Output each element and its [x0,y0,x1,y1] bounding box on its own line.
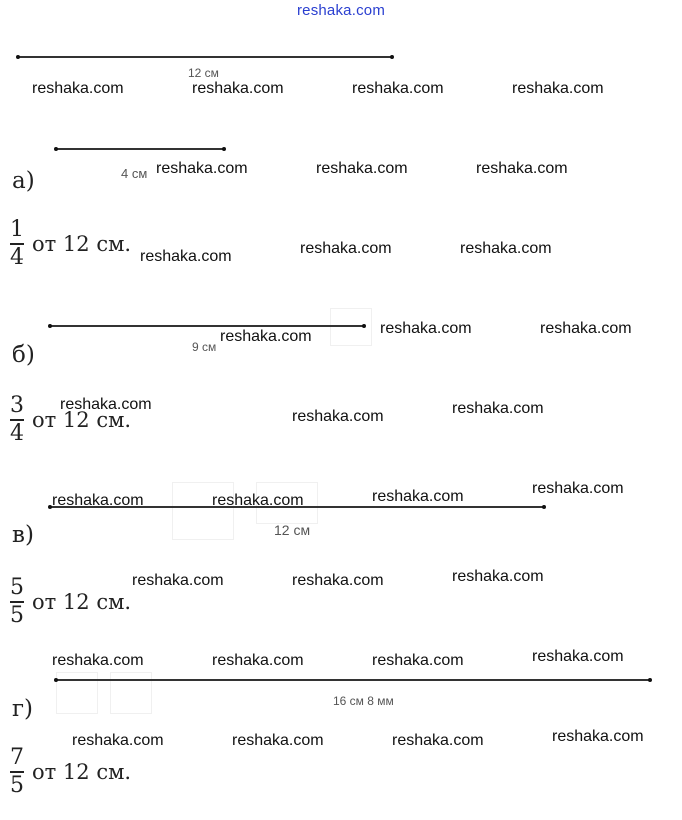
fraction-v-text: от 12 см. [32,589,132,614]
watermark: reshaka.com [476,160,568,177]
watermark: reshaka.com [380,320,472,337]
segment-g-label: 16 см 8 мм [333,694,394,708]
watermark: reshaka.com [212,492,304,509]
fraction-v-numerator: 5 [10,575,24,600]
watermark: reshaka.com [460,240,552,257]
watermark: reshaka.com [292,572,384,589]
watermark: reshaka.com [232,732,324,749]
watermark: reshaka.com [552,728,644,745]
item-b-letter: б) [12,342,35,368]
top-segment-label: 12 см [188,66,219,80]
item-g-letter: г) [12,696,34,722]
fraction-a-denominator: 4 [10,244,24,270]
watermark: reshaka.com [212,652,304,669]
fraction-g-denominator: 5 [10,772,24,798]
watermark: reshaka.com [316,160,408,177]
item-v-letter: в) [12,522,34,548]
fraction-a-text: от 12 см. [32,231,132,256]
watermark: reshaka.com [532,648,624,665]
watermark: reshaka.com [392,732,484,749]
watermark: reshaka.com [452,400,544,417]
grid-artifact [172,482,234,540]
watermark: reshaka.com [220,328,312,345]
watermark: reshaka.com [132,572,224,589]
fraction-g-numerator: 7 [10,745,24,770]
item-a-letter: а) [12,168,35,194]
fraction-b-numerator: 3 [10,393,24,418]
site-header-logo[interactable]: reshaka.com [296,2,386,19]
watermark: reshaka.com [532,480,624,497]
fraction-g [10,746,131,798]
watermark: reshaka.com [300,240,392,257]
watermark: reshaka.com [292,408,384,425]
segment-a-label: 4 см [121,166,148,181]
watermark: reshaka.com [52,652,144,669]
fraction-b-denominator: 4 [10,420,24,446]
watermark: reshaka.com [72,732,164,749]
fraction-a [10,218,131,270]
fraction-v-denominator: 5 [10,602,24,628]
fraction-g-text: от 12 см. [32,759,132,784]
segment-v-label: 12 см [274,522,311,538]
segment-b-label: 9 см [192,340,217,354]
fraction-a-numerator: 1 [10,217,24,242]
fraction-b-text: от 12 см. [32,407,132,432]
watermark: reshaka.com [452,568,544,585]
watermark: reshaka.com [140,248,232,265]
watermark: reshaka.com [540,320,632,337]
watermark: reshaka.com [60,396,152,413]
watermark: reshaka.com [156,160,248,177]
watermark: reshaka.com [52,492,144,509]
watermark: reshaka.com [512,80,604,97]
watermark: reshaka.com [192,80,284,97]
watermark: reshaka.com [372,652,464,669]
fraction-v [10,576,131,628]
watermark: reshaka.com [32,80,124,97]
watermark: reshaka.com [372,488,464,505]
watermark: reshaka.com [352,80,444,97]
